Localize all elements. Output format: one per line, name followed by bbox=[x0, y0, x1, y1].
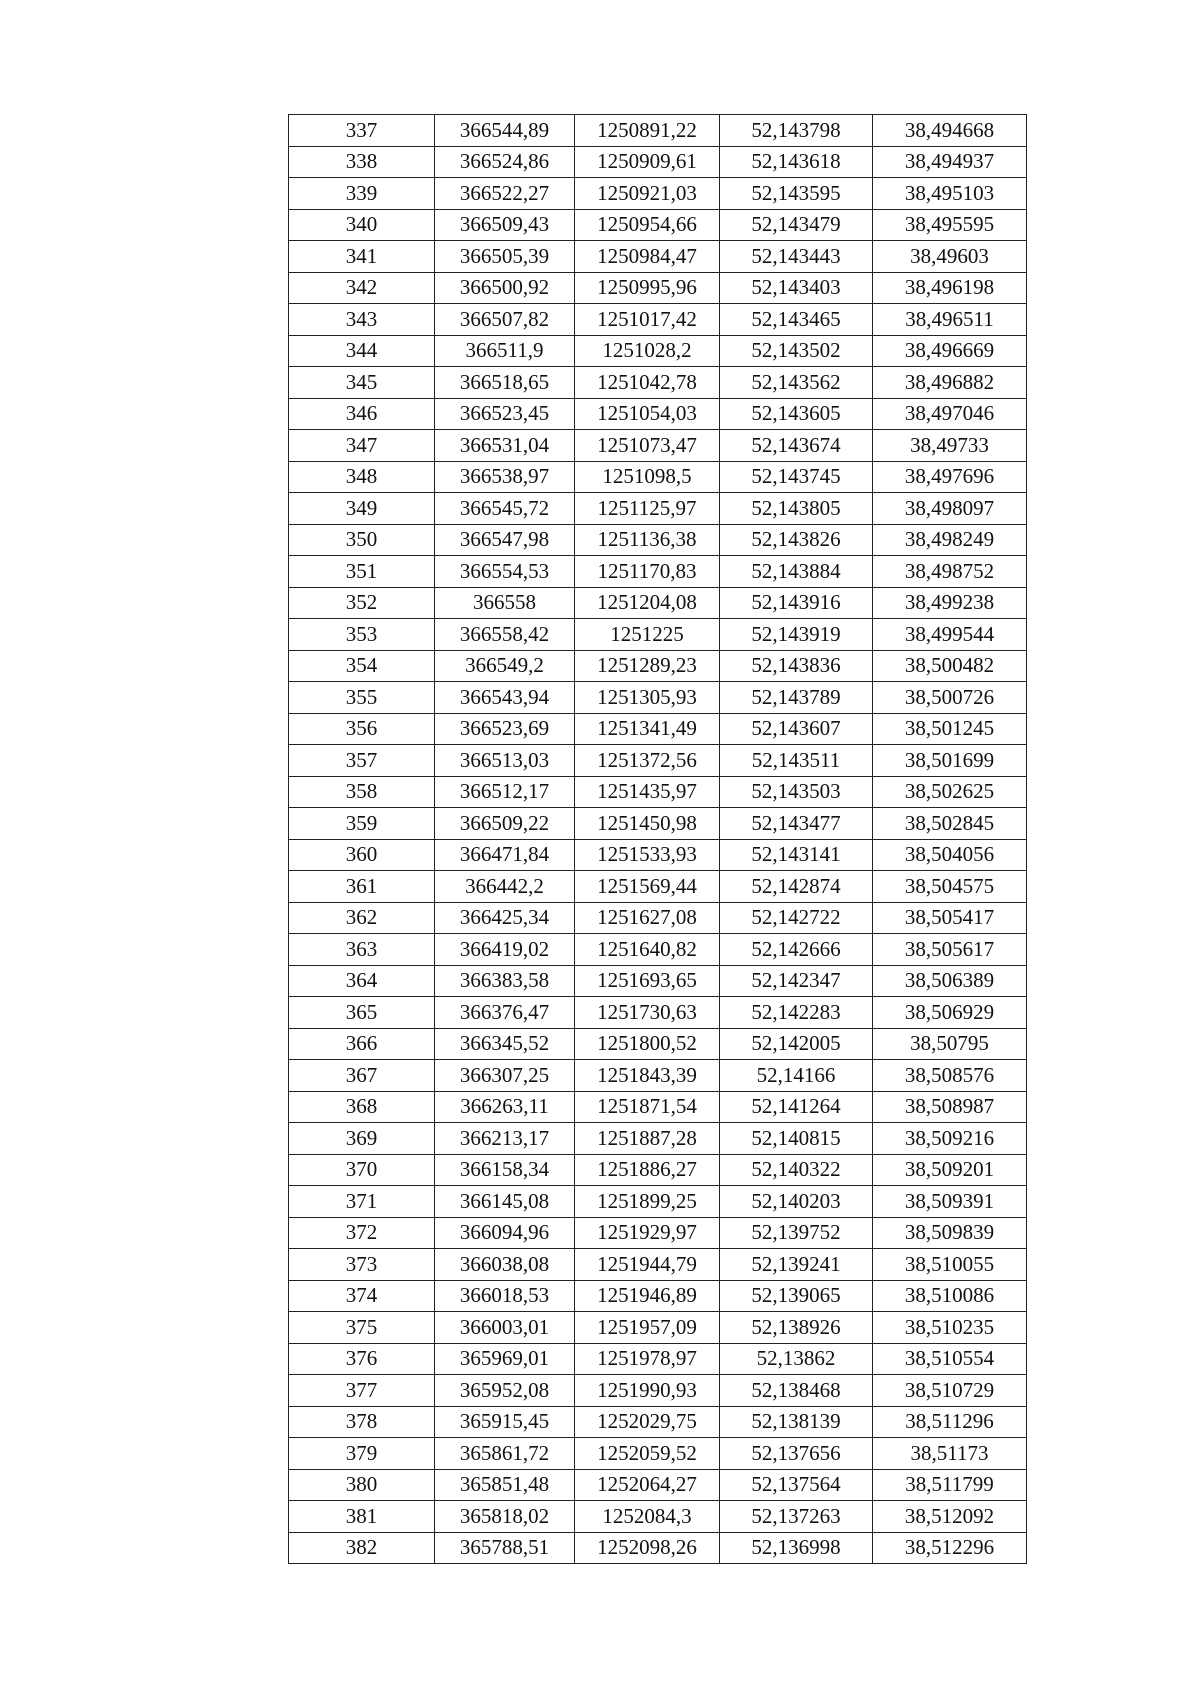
latitude-cell: 52,137564 bbox=[720, 1469, 873, 1501]
point-number-cell: 351 bbox=[289, 556, 435, 588]
latitude-cell: 52,143443 bbox=[720, 241, 873, 273]
latitude-cell: 52,143477 bbox=[720, 808, 873, 840]
table-row bbox=[289, 1217, 1027, 1249]
y-coordinate-cell: 1251990,93 bbox=[575, 1375, 720, 1407]
longitude-cell: 38,509391 bbox=[873, 1186, 1027, 1218]
point-number-cell: 347 bbox=[289, 430, 435, 462]
x-coordinate-cell: 366523,45 bbox=[435, 398, 575, 430]
point-number-cell: 362 bbox=[289, 902, 435, 934]
longitude-cell: 38,511799 bbox=[873, 1469, 1027, 1501]
table-row bbox=[289, 367, 1027, 399]
y-coordinate-cell: 1251098,5 bbox=[575, 461, 720, 493]
latitude-cell: 52,142722 bbox=[720, 902, 873, 934]
longitude-cell: 38,49603 bbox=[873, 241, 1027, 273]
latitude-cell: 52,143465 bbox=[720, 304, 873, 336]
longitude-cell: 38,501245 bbox=[873, 713, 1027, 745]
point-number-cell: 356 bbox=[289, 713, 435, 745]
x-coordinate-cell: 366145,08 bbox=[435, 1186, 575, 1218]
y-coordinate-cell: 1250891,22 bbox=[575, 115, 720, 147]
longitude-cell: 38,51173 bbox=[873, 1438, 1027, 1470]
longitude-cell: 38,510729 bbox=[873, 1375, 1027, 1407]
latitude-cell: 52,143884 bbox=[720, 556, 873, 588]
table-row bbox=[289, 1060, 1027, 1092]
latitude-cell: 52,143836 bbox=[720, 650, 873, 682]
y-coordinate-cell: 1250954,66 bbox=[575, 209, 720, 241]
point-number-cell: 366 bbox=[289, 1028, 435, 1060]
table-row bbox=[289, 1123, 1027, 1155]
point-number-cell: 349 bbox=[289, 493, 435, 525]
latitude-cell: 52,140815 bbox=[720, 1123, 873, 1155]
x-coordinate-cell: 366263,11 bbox=[435, 1091, 575, 1123]
latitude-cell: 52,137263 bbox=[720, 1501, 873, 1533]
latitude-cell: 52,142347 bbox=[720, 965, 873, 997]
coordinates-table-body bbox=[289, 115, 1027, 1564]
x-coordinate-cell: 366543,94 bbox=[435, 682, 575, 714]
point-number-cell: 367 bbox=[289, 1060, 435, 1092]
x-coordinate-cell: 366425,34 bbox=[435, 902, 575, 934]
point-number-cell: 371 bbox=[289, 1186, 435, 1218]
x-coordinate-cell: 366554,53 bbox=[435, 556, 575, 588]
table-row bbox=[289, 745, 1027, 777]
x-coordinate-cell: 366524,86 bbox=[435, 146, 575, 178]
table-row bbox=[289, 1280, 1027, 1312]
latitude-cell: 52,138468 bbox=[720, 1375, 873, 1407]
table-row bbox=[289, 1469, 1027, 1501]
longitude-cell: 38,49733 bbox=[873, 430, 1027, 462]
x-coordinate-cell: 366307,25 bbox=[435, 1060, 575, 1092]
latitude-cell: 52,140203 bbox=[720, 1186, 873, 1218]
x-coordinate-cell: 366376,47 bbox=[435, 997, 575, 1029]
latitude-cell: 52,143826 bbox=[720, 524, 873, 556]
table-row bbox=[289, 871, 1027, 903]
point-number-cell: 341 bbox=[289, 241, 435, 273]
point-number-cell: 348 bbox=[289, 461, 435, 493]
latitude-cell: 52,138926 bbox=[720, 1312, 873, 1344]
point-number-cell: 372 bbox=[289, 1217, 435, 1249]
y-coordinate-cell: 1251693,65 bbox=[575, 965, 720, 997]
longitude-cell: 38,495103 bbox=[873, 178, 1027, 210]
longitude-cell: 38,512092 bbox=[873, 1501, 1027, 1533]
table-row bbox=[289, 1312, 1027, 1344]
x-coordinate-cell: 365861,72 bbox=[435, 1438, 575, 1470]
latitude-cell: 52,143919 bbox=[720, 619, 873, 651]
table-row bbox=[289, 934, 1027, 966]
y-coordinate-cell: 1251887,28 bbox=[575, 1123, 720, 1155]
point-number-cell: 379 bbox=[289, 1438, 435, 1470]
point-number-cell: 380 bbox=[289, 1469, 435, 1501]
longitude-cell: 38,505417 bbox=[873, 902, 1027, 934]
y-coordinate-cell: 1251225 bbox=[575, 619, 720, 651]
point-number-cell: 350 bbox=[289, 524, 435, 556]
y-coordinate-cell: 1251125,97 bbox=[575, 493, 720, 525]
x-coordinate-cell: 366158,34 bbox=[435, 1154, 575, 1186]
table-row bbox=[289, 776, 1027, 808]
latitude-cell: 52,143745 bbox=[720, 461, 873, 493]
y-coordinate-cell: 1251204,08 bbox=[575, 587, 720, 619]
y-coordinate-cell: 1251136,38 bbox=[575, 524, 720, 556]
point-number-cell: 376 bbox=[289, 1343, 435, 1375]
y-coordinate-cell: 1251946,89 bbox=[575, 1280, 720, 1312]
x-coordinate-cell: 366383,58 bbox=[435, 965, 575, 997]
point-number-cell: 365 bbox=[289, 997, 435, 1029]
point-number-cell: 357 bbox=[289, 745, 435, 777]
y-coordinate-cell: 1251170,83 bbox=[575, 556, 720, 588]
table-row bbox=[289, 1375, 1027, 1407]
x-coordinate-cell: 366547,98 bbox=[435, 524, 575, 556]
point-number-cell: 364 bbox=[289, 965, 435, 997]
latitude-cell: 52,139241 bbox=[720, 1249, 873, 1281]
x-coordinate-cell: 366512,17 bbox=[435, 776, 575, 808]
y-coordinate-cell: 1251028,2 bbox=[575, 335, 720, 367]
latitude-cell: 52,143502 bbox=[720, 335, 873, 367]
latitude-cell: 52,138139 bbox=[720, 1406, 873, 1438]
y-coordinate-cell: 1251289,23 bbox=[575, 650, 720, 682]
longitude-cell: 38,510055 bbox=[873, 1249, 1027, 1281]
y-coordinate-cell: 1251843,39 bbox=[575, 1060, 720, 1092]
table-row bbox=[289, 335, 1027, 367]
x-coordinate-cell: 366544,89 bbox=[435, 115, 575, 147]
table-row bbox=[289, 997, 1027, 1029]
x-coordinate-cell: 365915,45 bbox=[435, 1406, 575, 1438]
x-coordinate-cell: 366545,72 bbox=[435, 493, 575, 525]
y-coordinate-cell: 1252059,52 bbox=[575, 1438, 720, 1470]
x-coordinate-cell: 366507,82 bbox=[435, 304, 575, 336]
point-number-cell: 368 bbox=[289, 1091, 435, 1123]
longitude-cell: 38,501699 bbox=[873, 745, 1027, 777]
table-row bbox=[289, 524, 1027, 556]
longitude-cell: 38,509201 bbox=[873, 1154, 1027, 1186]
point-number-cell: 375 bbox=[289, 1312, 435, 1344]
table-row bbox=[289, 1406, 1027, 1438]
latitude-cell: 52,13862 bbox=[720, 1343, 873, 1375]
latitude-cell: 52,143607 bbox=[720, 713, 873, 745]
point-number-cell: 353 bbox=[289, 619, 435, 651]
x-coordinate-cell: 366471,84 bbox=[435, 839, 575, 871]
longitude-cell: 38,500482 bbox=[873, 650, 1027, 682]
y-coordinate-cell: 1252084,3 bbox=[575, 1501, 720, 1533]
table-row bbox=[289, 1438, 1027, 1470]
latitude-cell: 52,141264 bbox=[720, 1091, 873, 1123]
point-number-cell: 358 bbox=[289, 776, 435, 808]
y-coordinate-cell: 1250909,61 bbox=[575, 146, 720, 178]
x-coordinate-cell: 366518,65 bbox=[435, 367, 575, 399]
latitude-cell: 52,142874 bbox=[720, 871, 873, 903]
longitude-cell: 38,500726 bbox=[873, 682, 1027, 714]
x-coordinate-cell: 366509,43 bbox=[435, 209, 575, 241]
point-number-cell: 370 bbox=[289, 1154, 435, 1186]
longitude-cell: 38,504575 bbox=[873, 871, 1027, 903]
longitude-cell: 38,498249 bbox=[873, 524, 1027, 556]
longitude-cell: 38,506929 bbox=[873, 997, 1027, 1029]
x-coordinate-cell: 366345,52 bbox=[435, 1028, 575, 1060]
x-coordinate-cell: 366500,92 bbox=[435, 272, 575, 304]
x-coordinate-cell: 365818,02 bbox=[435, 1501, 575, 1533]
table-row bbox=[289, 209, 1027, 241]
point-number-cell: 342 bbox=[289, 272, 435, 304]
y-coordinate-cell: 1250984,47 bbox=[575, 241, 720, 273]
latitude-cell: 52,142283 bbox=[720, 997, 873, 1029]
table-row bbox=[289, 1343, 1027, 1375]
latitude-cell: 52,143916 bbox=[720, 587, 873, 619]
y-coordinate-cell: 1251899,25 bbox=[575, 1186, 720, 1218]
longitude-cell: 38,508987 bbox=[873, 1091, 1027, 1123]
y-coordinate-cell: 1251450,98 bbox=[575, 808, 720, 840]
longitude-cell: 38,498097 bbox=[873, 493, 1027, 525]
coordinates-table bbox=[288, 114, 1027, 1564]
point-number-cell: 340 bbox=[289, 209, 435, 241]
x-coordinate-cell: 365952,08 bbox=[435, 1375, 575, 1407]
latitude-cell: 52,143805 bbox=[720, 493, 873, 525]
table-row bbox=[289, 682, 1027, 714]
x-coordinate-cell: 366505,39 bbox=[435, 241, 575, 273]
longitude-cell: 38,499544 bbox=[873, 619, 1027, 651]
point-number-cell: 363 bbox=[289, 934, 435, 966]
x-coordinate-cell: 366511,9 bbox=[435, 335, 575, 367]
y-coordinate-cell: 1251800,52 bbox=[575, 1028, 720, 1060]
latitude-cell: 52,143479 bbox=[720, 209, 873, 241]
table-row bbox=[289, 808, 1027, 840]
latitude-cell: 52,143618 bbox=[720, 146, 873, 178]
y-coordinate-cell: 1251886,27 bbox=[575, 1154, 720, 1186]
latitude-cell: 52,136998 bbox=[720, 1532, 873, 1564]
table-row bbox=[289, 1532, 1027, 1564]
table-row bbox=[289, 430, 1027, 462]
longitude-cell: 38,497696 bbox=[873, 461, 1027, 493]
x-coordinate-cell: 366538,97 bbox=[435, 461, 575, 493]
table-row bbox=[289, 587, 1027, 619]
latitude-cell: 52,143141 bbox=[720, 839, 873, 871]
longitude-cell: 38,502625 bbox=[873, 776, 1027, 808]
table-row bbox=[289, 1028, 1027, 1060]
table-row bbox=[289, 461, 1027, 493]
longitude-cell: 38,510086 bbox=[873, 1280, 1027, 1312]
longitude-cell: 38,494668 bbox=[873, 115, 1027, 147]
x-coordinate-cell: 366419,02 bbox=[435, 934, 575, 966]
x-coordinate-cell: 366513,03 bbox=[435, 745, 575, 777]
y-coordinate-cell: 1251640,82 bbox=[575, 934, 720, 966]
y-coordinate-cell: 1251569,44 bbox=[575, 871, 720, 903]
y-coordinate-cell: 1251042,78 bbox=[575, 367, 720, 399]
y-coordinate-cell: 1251978,97 bbox=[575, 1343, 720, 1375]
longitude-cell: 38,510235 bbox=[873, 1312, 1027, 1344]
table-row bbox=[289, 1154, 1027, 1186]
latitude-cell: 52,143595 bbox=[720, 178, 873, 210]
point-number-cell: 337 bbox=[289, 115, 435, 147]
longitude-cell: 38,509839 bbox=[873, 1217, 1027, 1249]
latitude-cell: 52,137656 bbox=[720, 1438, 873, 1470]
table-row bbox=[289, 650, 1027, 682]
longitude-cell: 38,498752 bbox=[873, 556, 1027, 588]
y-coordinate-cell: 1251341,49 bbox=[575, 713, 720, 745]
y-coordinate-cell: 1251073,47 bbox=[575, 430, 720, 462]
x-coordinate-cell: 366558,42 bbox=[435, 619, 575, 651]
table-row bbox=[289, 902, 1027, 934]
point-number-cell: 346 bbox=[289, 398, 435, 430]
table-row bbox=[289, 619, 1027, 651]
x-coordinate-cell: 366213,17 bbox=[435, 1123, 575, 1155]
y-coordinate-cell: 1250995,96 bbox=[575, 272, 720, 304]
longitude-cell: 38,496669 bbox=[873, 335, 1027, 367]
x-coordinate-cell: 366442,2 bbox=[435, 871, 575, 903]
point-number-cell: 369 bbox=[289, 1123, 435, 1155]
longitude-cell: 38,505617 bbox=[873, 934, 1027, 966]
y-coordinate-cell: 1251730,63 bbox=[575, 997, 720, 1029]
x-coordinate-cell: 366558 bbox=[435, 587, 575, 619]
table-row bbox=[289, 1249, 1027, 1281]
latitude-cell: 52,143674 bbox=[720, 430, 873, 462]
x-coordinate-cell: 366523,69 bbox=[435, 713, 575, 745]
latitude-cell: 52,139065 bbox=[720, 1280, 873, 1312]
point-number-cell: 360 bbox=[289, 839, 435, 871]
table-row bbox=[289, 272, 1027, 304]
y-coordinate-cell: 1252029,75 bbox=[575, 1406, 720, 1438]
point-number-cell: 381 bbox=[289, 1501, 435, 1533]
table-row bbox=[289, 556, 1027, 588]
x-coordinate-cell: 365788,51 bbox=[435, 1532, 575, 1564]
longitude-cell: 38,496882 bbox=[873, 367, 1027, 399]
longitude-cell: 38,512296 bbox=[873, 1532, 1027, 1564]
point-number-cell: 338 bbox=[289, 146, 435, 178]
x-coordinate-cell: 366038,08 bbox=[435, 1249, 575, 1281]
table-row bbox=[289, 304, 1027, 336]
point-number-cell: 354 bbox=[289, 650, 435, 682]
y-coordinate-cell: 1251929,97 bbox=[575, 1217, 720, 1249]
y-coordinate-cell: 1251944,79 bbox=[575, 1249, 720, 1281]
longitude-cell: 38,508576 bbox=[873, 1060, 1027, 1092]
latitude-cell: 52,143798 bbox=[720, 115, 873, 147]
y-coordinate-cell: 1251627,08 bbox=[575, 902, 720, 934]
longitude-cell: 38,496198 bbox=[873, 272, 1027, 304]
point-number-cell: 339 bbox=[289, 178, 435, 210]
latitude-cell: 52,143562 bbox=[720, 367, 873, 399]
longitude-cell: 38,494937 bbox=[873, 146, 1027, 178]
table-row bbox=[289, 965, 1027, 997]
y-coordinate-cell: 1251957,09 bbox=[575, 1312, 720, 1344]
latitude-cell: 52,143503 bbox=[720, 776, 873, 808]
y-coordinate-cell: 1251305,93 bbox=[575, 682, 720, 714]
point-number-cell: 382 bbox=[289, 1532, 435, 1564]
table-row bbox=[289, 1091, 1027, 1123]
y-coordinate-cell: 1251533,93 bbox=[575, 839, 720, 871]
x-coordinate-cell: 366094,96 bbox=[435, 1217, 575, 1249]
longitude-cell: 38,499238 bbox=[873, 587, 1027, 619]
longitude-cell: 38,50795 bbox=[873, 1028, 1027, 1060]
table-row bbox=[289, 493, 1027, 525]
y-coordinate-cell: 1251372,56 bbox=[575, 745, 720, 777]
latitude-cell: 52,139752 bbox=[720, 1217, 873, 1249]
longitude-cell: 38,511296 bbox=[873, 1406, 1027, 1438]
table-row bbox=[289, 146, 1027, 178]
y-coordinate-cell: 1251017,42 bbox=[575, 304, 720, 336]
table-row bbox=[289, 115, 1027, 147]
point-number-cell: 378 bbox=[289, 1406, 435, 1438]
table-row bbox=[289, 241, 1027, 273]
point-number-cell: 377 bbox=[289, 1375, 435, 1407]
latitude-cell: 52,142005 bbox=[720, 1028, 873, 1060]
x-coordinate-cell: 365969,01 bbox=[435, 1343, 575, 1375]
longitude-cell: 38,506389 bbox=[873, 965, 1027, 997]
point-number-cell: 374 bbox=[289, 1280, 435, 1312]
latitude-cell: 52,143605 bbox=[720, 398, 873, 430]
longitude-cell: 38,504056 bbox=[873, 839, 1027, 871]
x-coordinate-cell: 366549,2 bbox=[435, 650, 575, 682]
point-number-cell: 345 bbox=[289, 367, 435, 399]
x-coordinate-cell: 366003,01 bbox=[435, 1312, 575, 1344]
point-number-cell: 344 bbox=[289, 335, 435, 367]
point-number-cell: 361 bbox=[289, 871, 435, 903]
longitude-cell: 38,509216 bbox=[873, 1123, 1027, 1155]
table-row bbox=[289, 178, 1027, 210]
x-coordinate-cell: 366509,22 bbox=[435, 808, 575, 840]
x-coordinate-cell: 365851,48 bbox=[435, 1469, 575, 1501]
y-coordinate-cell: 1250921,03 bbox=[575, 178, 720, 210]
table-row bbox=[289, 1186, 1027, 1218]
longitude-cell: 38,510554 bbox=[873, 1343, 1027, 1375]
latitude-cell: 52,14166 bbox=[720, 1060, 873, 1092]
table-row bbox=[289, 398, 1027, 430]
y-coordinate-cell: 1251871,54 bbox=[575, 1091, 720, 1123]
longitude-cell: 38,502845 bbox=[873, 808, 1027, 840]
longitude-cell: 38,497046 bbox=[873, 398, 1027, 430]
latitude-cell: 52,143789 bbox=[720, 682, 873, 714]
point-number-cell: 355 bbox=[289, 682, 435, 714]
longitude-cell: 38,496511 bbox=[873, 304, 1027, 336]
point-number-cell: 373 bbox=[289, 1249, 435, 1281]
x-coordinate-cell: 366018,53 bbox=[435, 1280, 575, 1312]
table-row bbox=[289, 1501, 1027, 1533]
y-coordinate-cell: 1251054,03 bbox=[575, 398, 720, 430]
table-row bbox=[289, 713, 1027, 745]
x-coordinate-cell: 366522,27 bbox=[435, 178, 575, 210]
y-coordinate-cell: 1252064,27 bbox=[575, 1469, 720, 1501]
longitude-cell: 38,495595 bbox=[873, 209, 1027, 241]
latitude-cell: 52,143511 bbox=[720, 745, 873, 777]
point-number-cell: 359 bbox=[289, 808, 435, 840]
table-row bbox=[289, 839, 1027, 871]
y-coordinate-cell: 1252098,26 bbox=[575, 1532, 720, 1564]
latitude-cell: 52,142666 bbox=[720, 934, 873, 966]
latitude-cell: 52,140322 bbox=[720, 1154, 873, 1186]
x-coordinate-cell: 366531,04 bbox=[435, 430, 575, 462]
point-number-cell: 343 bbox=[289, 304, 435, 336]
y-coordinate-cell: 1251435,97 bbox=[575, 776, 720, 808]
point-number-cell: 352 bbox=[289, 587, 435, 619]
latitude-cell: 52,143403 bbox=[720, 272, 873, 304]
